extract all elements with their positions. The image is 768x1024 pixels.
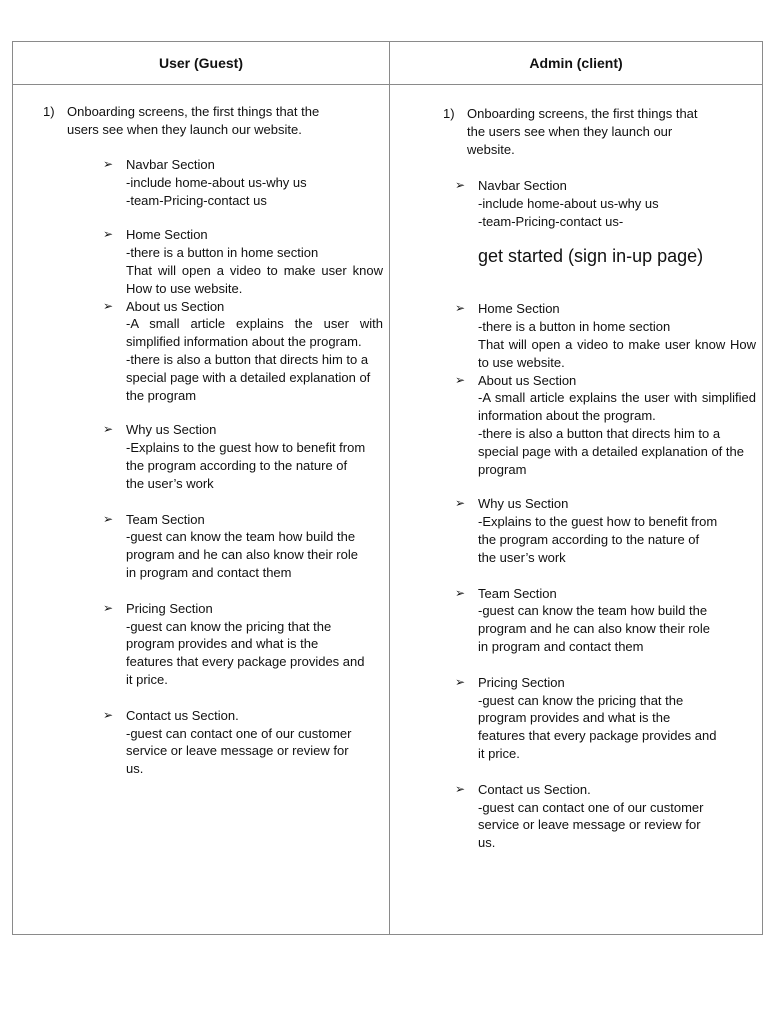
arrow-bullet-icon: ➢ <box>455 372 466 387</box>
list-item <box>455 495 756 566</box>
list-item <box>103 421 383 492</box>
guest-column <box>13 85 390 935</box>
section-text: -guest can contact one of our customer service or leave message or review for us. <box>126 725 352 777</box>
arrow-bullet-icon: ➢ <box>455 178 466 192</box>
admin-section-list <box>455 177 756 852</box>
section-text: -guest can contact one of our customer service or leave message or review for us. <box>478 799 704 851</box>
list-item <box>455 585 756 656</box>
header-admin-client: Admin (client) <box>390 42 763 85</box>
get-started-text: get started (sign in-up page) <box>478 246 704 267</box>
section-text: -A small article explains the user with simplified information about the program. <box>478 390 756 424</box>
section-title: Contact us Section. <box>126 707 239 723</box>
header-row <box>13 42 763 85</box>
admin-column <box>390 85 763 935</box>
list-item <box>455 300 756 371</box>
admin-intro <box>443 105 756 159</box>
guest-intro <box>43 103 383 139</box>
section-title: Home Section <box>126 227 208 243</box>
section-title: Pricing Section <box>126 600 213 616</box>
list-item <box>103 707 383 778</box>
list-item <box>103 298 383 405</box>
section-text: -Explains to the guest how to benefit from the program according to the nature of the user’s work <box>126 440 366 491</box>
arrow-bullet-icon: ➢ <box>103 227 114 242</box>
section-title: Pricing Section <box>478 674 565 690</box>
section-text: That will open a video to make user know How to use website. <box>126 262 383 296</box>
section-text: -guest can know the pricing that the program provides and what is the features that every package provides and it price. <box>478 692 717 761</box>
list-item <box>455 177 756 300</box>
arrow-bullet-icon: ➢ <box>103 600 114 615</box>
intro-text: Onboarding screens, the first things that the users see when they launch our website. <box>67 104 320 137</box>
arrow-bullet-icon: ➢ <box>455 781 466 796</box>
intro-text: Onboarding screens, the first things that the users see when they launch our website. <box>467 106 698 157</box>
section-text: -Explains to the guest how to benefit from the program according to the nature of the user’s work <box>478 514 718 565</box>
section-text: -there is a button in home section <box>126 245 319 261</box>
section-text: That will open a video to make user know How to use website. <box>478 336 756 370</box>
intro-number: 1) <box>43 104 55 119</box>
section-title: Why us Section <box>478 496 569 512</box>
arrow-bullet-icon: ➢ <box>103 707 114 722</box>
section-text: -there is also a button that directs him to a special page with a detailed explanation of the program <box>126 351 371 403</box>
section-text: -there is a button in home section <box>478 319 671 335</box>
arrow-bullet-icon: ➢ <box>455 301 466 316</box>
arrow-bullet-icon: ➢ <box>103 511 114 526</box>
section-text: -A small article explains the user with simplified information about the program. <box>126 316 383 350</box>
section-title: Home Section <box>478 301 560 317</box>
section-text: -team-Pricing-contact us- <box>478 213 624 229</box>
section-text: -guest can know the team how build the program and he can also know their role in program and contact them <box>478 603 710 654</box>
arrow-bullet-icon: ➢ <box>455 585 466 600</box>
requirements-table <box>12 41 763 935</box>
section-title: Contact us Section. <box>478 781 591 797</box>
arrow-bullet-icon: ➢ <box>455 674 466 689</box>
arrow-bullet-icon: ➢ <box>455 496 466 511</box>
list-item <box>455 372 756 479</box>
list-item <box>103 511 383 582</box>
section-title: Why us Section <box>126 422 217 438</box>
intro-number: 1) <box>443 106 455 121</box>
arrow-bullet-icon: ➢ <box>103 157 114 171</box>
section-title: Navbar Section <box>126 157 215 172</box>
section-text: -guest can know the pricing that the program provides and what is the features that every package provides and it price. <box>126 618 365 687</box>
content-row <box>13 85 763 935</box>
section-title: Navbar Section <box>478 178 567 193</box>
list-item <box>103 156 383 209</box>
guest-section-list <box>103 156 383 778</box>
list-item <box>455 781 756 852</box>
section-text: -include home-about us-why us <box>126 174 307 190</box>
section-title: Team Section <box>478 585 557 601</box>
header-user-guest: User (Guest) <box>13 42 390 85</box>
section-text: -include home-about us-why us <box>478 195 659 211</box>
section-text: -there is also a button that directs him to a special page with a detailed explanation of the program <box>478 425 744 477</box>
section-title: About us Section <box>478 372 577 388</box>
section-text: -guest can know the team how build the program and he can also know their role in program and contact them <box>126 529 358 580</box>
section-text: -team-Pricing-contact us <box>126 192 267 208</box>
list-item <box>455 674 756 763</box>
arrow-bullet-icon: ➢ <box>103 298 114 313</box>
list-item <box>103 226 383 297</box>
section-title: About us Section <box>126 298 225 314</box>
section-title: Team Section <box>126 511 205 527</box>
list-item <box>103 600 383 689</box>
arrow-bullet-icon: ➢ <box>103 422 114 437</box>
